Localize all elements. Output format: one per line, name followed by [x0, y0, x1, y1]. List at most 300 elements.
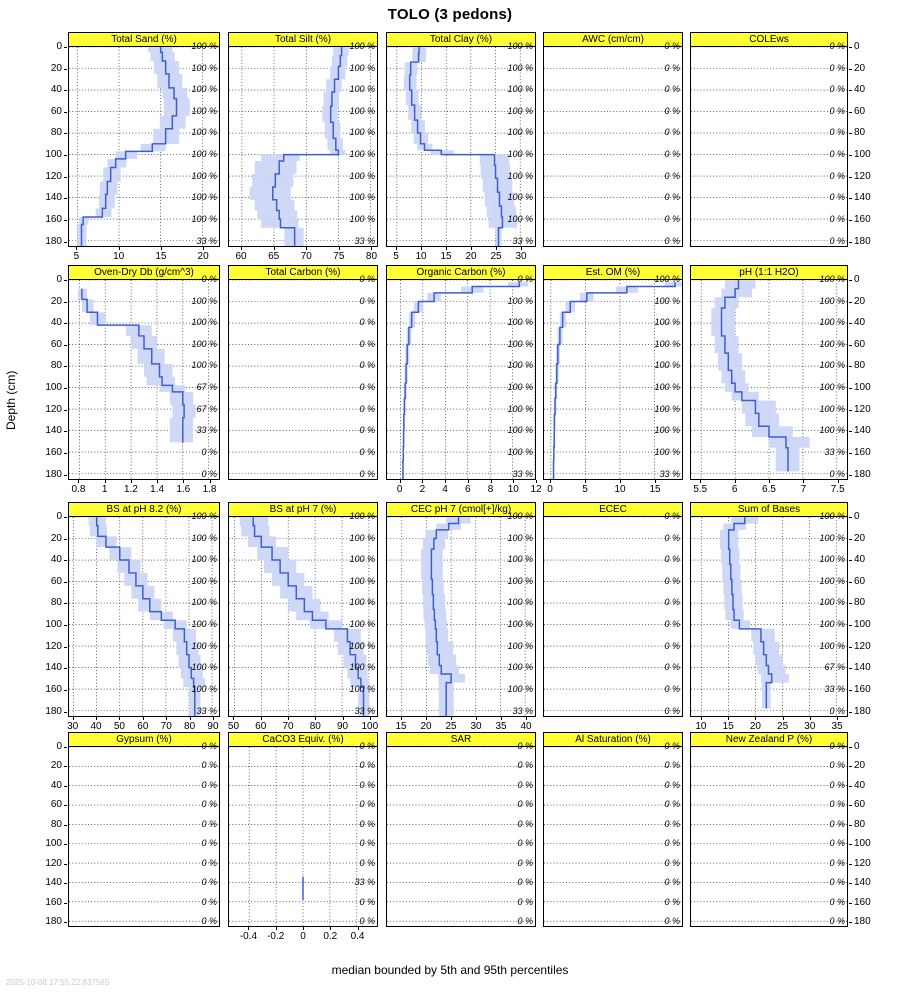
pct-annotation: 100 % [191, 149, 217, 160]
pct-annotation: 100 % [349, 170, 375, 181]
x-tick-mark [73, 717, 74, 720]
y-tick-label: 160 [45, 896, 62, 908]
y-tick-label: 160 [45, 213, 62, 225]
pct-annotation: 0 % [829, 779, 845, 790]
x-tick-mark [306, 247, 307, 250]
y-tick-label: 40 [854, 84, 866, 96]
y-tick-mark [64, 517, 67, 518]
pct-annotation: 0 % [201, 877, 217, 888]
x-tick-label: 15 [395, 721, 407, 732]
x-tick-label: 90 [336, 721, 349, 732]
x-tick-mark [701, 717, 702, 720]
x-tick-label: 50 [227, 721, 240, 732]
x-tick-label: 2 [419, 484, 426, 495]
y-tick-mark [64, 280, 67, 281]
y-tick-label: 100 [854, 382, 871, 394]
pct-annotation: 0 % [359, 425, 375, 436]
pct-annotation: 100 % [507, 511, 533, 521]
panel-title: COLEws [690, 32, 848, 47]
pct-annotation: 0 % [664, 511, 680, 521]
pct-annotation: 100 % [507, 360, 533, 371]
pct-annotation: 100 % [819, 619, 845, 630]
pct-annotation: 0 % [829, 760, 845, 771]
pct-annotation: 33 % [354, 877, 375, 888]
y-axis-label: Depth (cm) [4, 370, 18, 430]
x-tick-label: 70 [300, 251, 312, 262]
y-tick-mark [849, 922, 852, 923]
pct-annotation: 100 % [819, 425, 845, 436]
pct-annotation: 0 % [359, 916, 375, 927]
x-tick-label: 50 [113, 721, 125, 732]
x-tick-mark [315, 717, 316, 720]
pct-annotation: 0 % [517, 857, 533, 868]
x-tick-mark [471, 247, 472, 250]
y-tick-label: 40 [854, 554, 866, 566]
pct-annotation: 100 % [507, 41, 533, 51]
x-tick-mark [276, 927, 277, 930]
y-tick-label: 80 [854, 127, 866, 139]
panel-ecec [543, 502, 683, 717]
x-tick-mark [401, 717, 402, 720]
pct-annotation: 0 % [664, 235, 680, 246]
pct-annotation: 0 % [664, 896, 680, 907]
pct-annotation: 0 % [201, 916, 217, 927]
y-tick-label: 0 [56, 274, 62, 285]
pct-annotation: 0 % [829, 127, 845, 138]
panel-title: Organic Carbon (%) [386, 265, 536, 280]
panel-caco3-equiv [228, 732, 378, 927]
pct-annotation: 100 % [507, 640, 533, 651]
pct-annotation: 100 % [191, 511, 217, 521]
y-tick-mark [64, 133, 67, 134]
pct-annotation: 100 % [654, 425, 680, 436]
x-tick-label: 4 [442, 484, 448, 495]
x-tick-mark [143, 717, 144, 720]
y-tick-mark [849, 517, 852, 518]
y-tick-mark [849, 903, 852, 904]
pct-annotation: 100 % [349, 683, 375, 694]
y-tick-mark [64, 323, 67, 324]
y-tick-label: 100 [854, 619, 871, 631]
pct-annotation: 100 % [191, 105, 217, 116]
y-tick-label: 80 [50, 818, 62, 830]
x-tick-mark [426, 717, 427, 720]
x-tick-mark [421, 247, 422, 250]
pct-annotation: 0 % [359, 857, 375, 868]
y-tick-mark [64, 453, 67, 454]
pct-annotation: 100 % [191, 213, 217, 224]
pct-annotation: 0 % [359, 295, 375, 306]
y-tick-label: 120 [854, 640, 871, 652]
pct-annotation: 0 % [517, 877, 533, 888]
y-tick-label: 0 [56, 741, 62, 752]
x-tick-label: 20 [465, 251, 477, 262]
y-tick-label: 40 [854, 317, 866, 329]
pct-annotation: 0 % [829, 41, 845, 51]
pct-annotation: 100 % [191, 317, 217, 328]
pct-annotation: 100 % [349, 532, 375, 543]
y-tick-mark [849, 603, 852, 604]
x-tick-mark [288, 717, 289, 720]
y-tick-label: 60 [854, 575, 866, 587]
pct-annotation: 100 % [654, 360, 680, 371]
pct-annotation: 100 % [191, 554, 217, 565]
pct-annotation: 100 % [507, 170, 533, 181]
y-tick-mark [64, 844, 67, 845]
y-tick-mark [849, 410, 852, 411]
x-tick-label: 15 [649, 484, 661, 495]
y-tick-mark [64, 198, 67, 199]
plot-area [386, 746, 536, 927]
pct-annotation: 100 % [349, 554, 375, 565]
pct-annotation: 100 % [507, 532, 533, 543]
x-tick-label: 1.8 [202, 484, 217, 495]
x-tick-label: 35 [495, 721, 507, 732]
pct-annotation: 0 % [829, 838, 845, 849]
y-tick-label: 0 [56, 511, 62, 522]
x-tick-label: 6.5 [762, 484, 776, 495]
y-tick-label: 180 [854, 705, 871, 717]
x-tick-label: 6 [731, 484, 738, 495]
pct-annotation: 0 % [829, 705, 845, 716]
panel-title: BS at pH 7 (%) [228, 502, 378, 517]
y-tick-label: 160 [854, 896, 871, 908]
plot-area [543, 516, 683, 717]
x-tick-mark [521, 247, 522, 250]
y-tick-mark [64, 90, 67, 91]
y-tick-label: 100 [854, 838, 871, 850]
x-tick-label: 10 [614, 484, 626, 495]
pct-annotation: 0 % [359, 360, 375, 371]
pct-annotation: 100 % [819, 403, 845, 414]
x-tick-label: 30 [804, 721, 816, 732]
panel-organic-carbon [386, 265, 536, 480]
y-tick-mark [849, 220, 852, 221]
panel-oven-dry-db-g-cm-3 [68, 265, 220, 480]
pct-annotation: 100 % [191, 360, 217, 371]
panel-sar [386, 732, 536, 927]
y-tick-mark [64, 647, 67, 648]
pct-annotation: 33 % [196, 425, 217, 436]
x-tick-label: 20 [197, 251, 209, 262]
y-tick-label: 20 [854, 532, 866, 544]
x-tick-mark [513, 480, 514, 483]
x-tick-mark [446, 247, 447, 250]
x-tick-label: 70 [282, 721, 294, 732]
x-tick-mark [400, 480, 401, 483]
y-tick-mark [849, 805, 852, 806]
pct-annotation: 100 % [819, 360, 845, 371]
x-tick-mark [620, 480, 621, 483]
pct-annotation: 0 % [664, 127, 680, 138]
panel-title: SAR [386, 732, 536, 747]
panel-bs-at-ph-8-2 [68, 502, 220, 717]
x-tick-label: 80 [365, 251, 378, 262]
x-tick-mark [476, 717, 477, 720]
pct-annotation: 100 % [507, 619, 533, 630]
x-tick-label: 1.6 [176, 484, 191, 495]
pct-annotation: 0 % [201, 741, 217, 751]
y-tick-label: 160 [854, 446, 871, 458]
y-tick-mark [64, 475, 67, 476]
panel-title: Total Clay (%) [386, 32, 536, 47]
panel-title: ECEC [543, 502, 683, 517]
pct-annotation: 0 % [664, 741, 680, 751]
y-tick-mark [64, 345, 67, 346]
y-tick-label: 100 [45, 382, 62, 394]
plot-area [543, 46, 683, 247]
pct-annotation: 100 % [819, 382, 845, 393]
pct-annotation: 100 % [349, 662, 375, 673]
y-tick-label: 100 [854, 149, 871, 161]
x-tick-mark [233, 717, 234, 720]
pct-annotation: 0 % [201, 760, 217, 771]
y-tick-label: 180 [45, 705, 62, 717]
pct-annotation: 100 % [349, 619, 375, 630]
pct-annotation: 0 % [664, 192, 680, 203]
y-tick-mark [64, 47, 67, 48]
x-tick-mark [585, 480, 586, 483]
y-tick-label: 40 [854, 779, 866, 791]
x-tick-label: 10 [695, 721, 707, 732]
y-tick-label: 0 [854, 511, 860, 522]
x-tick-mark [161, 247, 162, 250]
pct-annotation: 33 % [512, 468, 533, 479]
y-tick-label: 120 [45, 170, 62, 182]
pct-annotation: 100 % [191, 619, 217, 630]
pct-annotation: 0 % [664, 62, 680, 73]
pct-annotation: 100 % [191, 192, 217, 203]
pct-annotation: 100 % [507, 317, 533, 328]
x-tick-label: 60 [137, 721, 149, 732]
pct-annotation: 33 % [659, 468, 680, 479]
x-tick-label: 25 [445, 721, 457, 732]
pct-annotation: 0 % [829, 877, 845, 888]
timestamp: 2025-10-08 17:55:22.637565 [6, 978, 110, 987]
x-tick-label: 8 [487, 484, 494, 495]
pct-annotation: 100 % [191, 62, 217, 73]
y-tick-mark [64, 668, 67, 669]
x-tick-label: 25 [490, 251, 502, 262]
x-tick-label: 30 [67, 721, 79, 732]
pct-annotation: 0 % [664, 779, 680, 790]
x-tick-mark [241, 247, 242, 250]
pct-annotation: 0 % [359, 317, 375, 328]
x-tick-mark [496, 247, 497, 250]
y-tick-mark [849, 844, 852, 845]
x-tick-label: 15 [722, 721, 734, 732]
pct-annotation: 0 % [201, 838, 217, 849]
x-tick-mark [274, 247, 275, 250]
x-tick-mark [468, 480, 469, 483]
y-tick-label: 120 [854, 857, 871, 869]
pct-annotation: 0 % [664, 799, 680, 810]
x-tick-mark [248, 927, 249, 930]
panel-awc-cm-cm [543, 32, 683, 247]
pct-annotation: 0 % [201, 446, 217, 457]
y-tick-label: 80 [50, 360, 62, 372]
pct-annotation: 0 % [359, 799, 375, 810]
y-tick-mark [64, 786, 67, 787]
pct-annotation: 0 % [664, 760, 680, 771]
pct-annotation: 100 % [507, 554, 533, 565]
x-tick-label: 75 [333, 251, 345, 262]
pct-annotation: 0 % [829, 799, 845, 810]
y-tick-mark [64, 582, 67, 583]
x-tick-mark [303, 927, 304, 930]
pct-annotation: 0 % [359, 741, 375, 751]
y-tick-mark [849, 864, 852, 865]
y-tick-mark [849, 625, 852, 626]
pct-annotation: 0 % [829, 235, 845, 246]
x-tick-label: 0.8 [71, 484, 86, 495]
pct-annotation: 100 % [654, 274, 680, 284]
y-tick-label: 180 [854, 468, 871, 480]
panel-title: CEC pH 7 (cmol[+]/kg) [386, 502, 536, 517]
pct-annotation: 0 % [829, 149, 845, 160]
y-tick-mark [849, 302, 852, 303]
x-tick-label: 40 [90, 721, 102, 732]
page-title: TOLO (3 pedons) [387, 6, 513, 23]
x-tick-label: 15 [440, 251, 452, 262]
pct-annotation: 0 % [664, 532, 680, 543]
panel-total-carbon [228, 265, 378, 480]
panel-title: Oven-Dry Db (g/cm^3) [68, 265, 220, 280]
panel-ph-1-1-h2o [690, 265, 848, 480]
panel-title: CaCO3 Equiv. (%) [228, 732, 378, 747]
x-tick-mark [728, 717, 729, 720]
pct-annotation: 100 % [507, 338, 533, 349]
y-tick-mark [64, 883, 67, 884]
pct-annotation: 0 % [359, 818, 375, 829]
x-tick-label: 60 [235, 251, 247, 262]
y-tick-label: 20 [50, 62, 62, 74]
pct-annotation: 0 % [664, 662, 680, 673]
y-tick-mark [849, 133, 852, 134]
y-tick-mark [64, 747, 67, 748]
pct-annotation: 33 % [512, 235, 533, 246]
pct-annotation: 0 % [829, 105, 845, 116]
y-tick-mark [849, 242, 852, 243]
y-tick-mark [849, 883, 852, 884]
pct-annotation: 100 % [507, 213, 533, 224]
panel-title: Al Saturation (%) [543, 732, 683, 747]
x-tick-label: -0.2 [267, 931, 285, 942]
pct-annotation: 0 % [664, 597, 680, 608]
x-tick-mark [491, 480, 492, 483]
pct-annotation: 0 % [201, 799, 217, 810]
pct-annotation: 0 % [359, 446, 375, 457]
pct-annotation: 100 % [349, 192, 375, 203]
pct-annotation: 0 % [517, 799, 533, 810]
panel-bs-at-ph-7 [228, 502, 378, 717]
panel-gypsum [68, 732, 220, 927]
pct-annotation: 0 % [664, 554, 680, 565]
y-tick-mark [849, 712, 852, 713]
y-tick-label: 0 [854, 741, 860, 752]
plot-area [68, 279, 220, 480]
pct-annotation: 100 % [507, 84, 533, 95]
y-tick-mark [849, 431, 852, 432]
y-tick-mark [849, 388, 852, 389]
x-tick-mark [131, 480, 132, 483]
panel-title: New Zealand P (%) [690, 732, 848, 747]
y-tick-mark [64, 220, 67, 221]
pct-annotation: 100 % [349, 127, 375, 138]
y-tick-label: 140 [854, 192, 871, 204]
pct-annotation: 100 % [191, 597, 217, 608]
y-tick-label: 160 [854, 213, 871, 225]
pct-annotation: 0 % [359, 274, 375, 284]
y-tick-mark [849, 69, 852, 70]
pct-annotation: 0 % [664, 149, 680, 160]
pct-annotation: 0 % [359, 760, 375, 771]
pct-annotation: 0 % [664, 170, 680, 181]
pct-annotation: 100 % [507, 683, 533, 694]
pct-annotation: 100 % [191, 84, 217, 95]
pct-annotation: 100 % [191, 683, 217, 694]
panel-al-saturation [543, 732, 683, 927]
pct-annotation: 100 % [654, 403, 680, 414]
pct-annotation: 0 % [829, 192, 845, 203]
x-tick-label: 10 [113, 251, 125, 262]
x-tick-mark [203, 247, 204, 250]
x-tick-mark [735, 480, 736, 483]
pct-annotation: 0 % [201, 818, 217, 829]
y-tick-mark [849, 582, 852, 583]
y-tick-mark [64, 690, 67, 691]
pct-annotation: 100 % [819, 554, 845, 565]
y-tick-mark [64, 864, 67, 865]
x-tick-label: 5.5 [693, 484, 708, 495]
y-tick-label: 100 [45, 838, 62, 850]
y-tick-mark [849, 366, 852, 367]
pct-annotation: 0 % [664, 877, 680, 888]
x-tick-mark [396, 247, 397, 250]
pct-annotation: 0 % [517, 916, 533, 927]
y-tick-label: 160 [45, 446, 62, 458]
y-tick-label: 80 [854, 818, 866, 830]
pct-annotation: 100 % [819, 511, 845, 521]
y-tick-mark [64, 560, 67, 561]
x-tick-mark [445, 480, 446, 483]
y-tick-mark [849, 647, 852, 648]
pct-annotation: 100 % [507, 382, 533, 393]
y-tick-mark [64, 625, 67, 626]
plot-area [228, 746, 378, 927]
y-tick-mark [64, 69, 67, 70]
x-tick-mark [783, 717, 784, 720]
y-tick-label: 140 [45, 192, 62, 204]
pct-annotation: 0 % [664, 857, 680, 868]
x-tick-mark [550, 480, 551, 483]
pct-annotation: 100 % [654, 382, 680, 393]
y-tick-label: 80 [854, 360, 866, 372]
x-tick-label: 0.4 [350, 931, 365, 942]
x-tick-mark [526, 717, 527, 720]
pct-annotation: 0 % [359, 403, 375, 414]
y-tick-mark [64, 431, 67, 432]
x-tick-mark [343, 717, 344, 720]
pct-annotation: 100 % [349, 41, 375, 51]
y-tick-mark [64, 712, 67, 713]
x-tick-label: 30 [515, 251, 527, 262]
pct-annotation: 100 % [191, 575, 217, 586]
pct-annotation: 100 % [507, 127, 533, 138]
pct-annotation: 100 % [507, 446, 533, 457]
pct-annotation: 67 % [824, 662, 845, 673]
y-tick-label: 160 [45, 683, 62, 695]
